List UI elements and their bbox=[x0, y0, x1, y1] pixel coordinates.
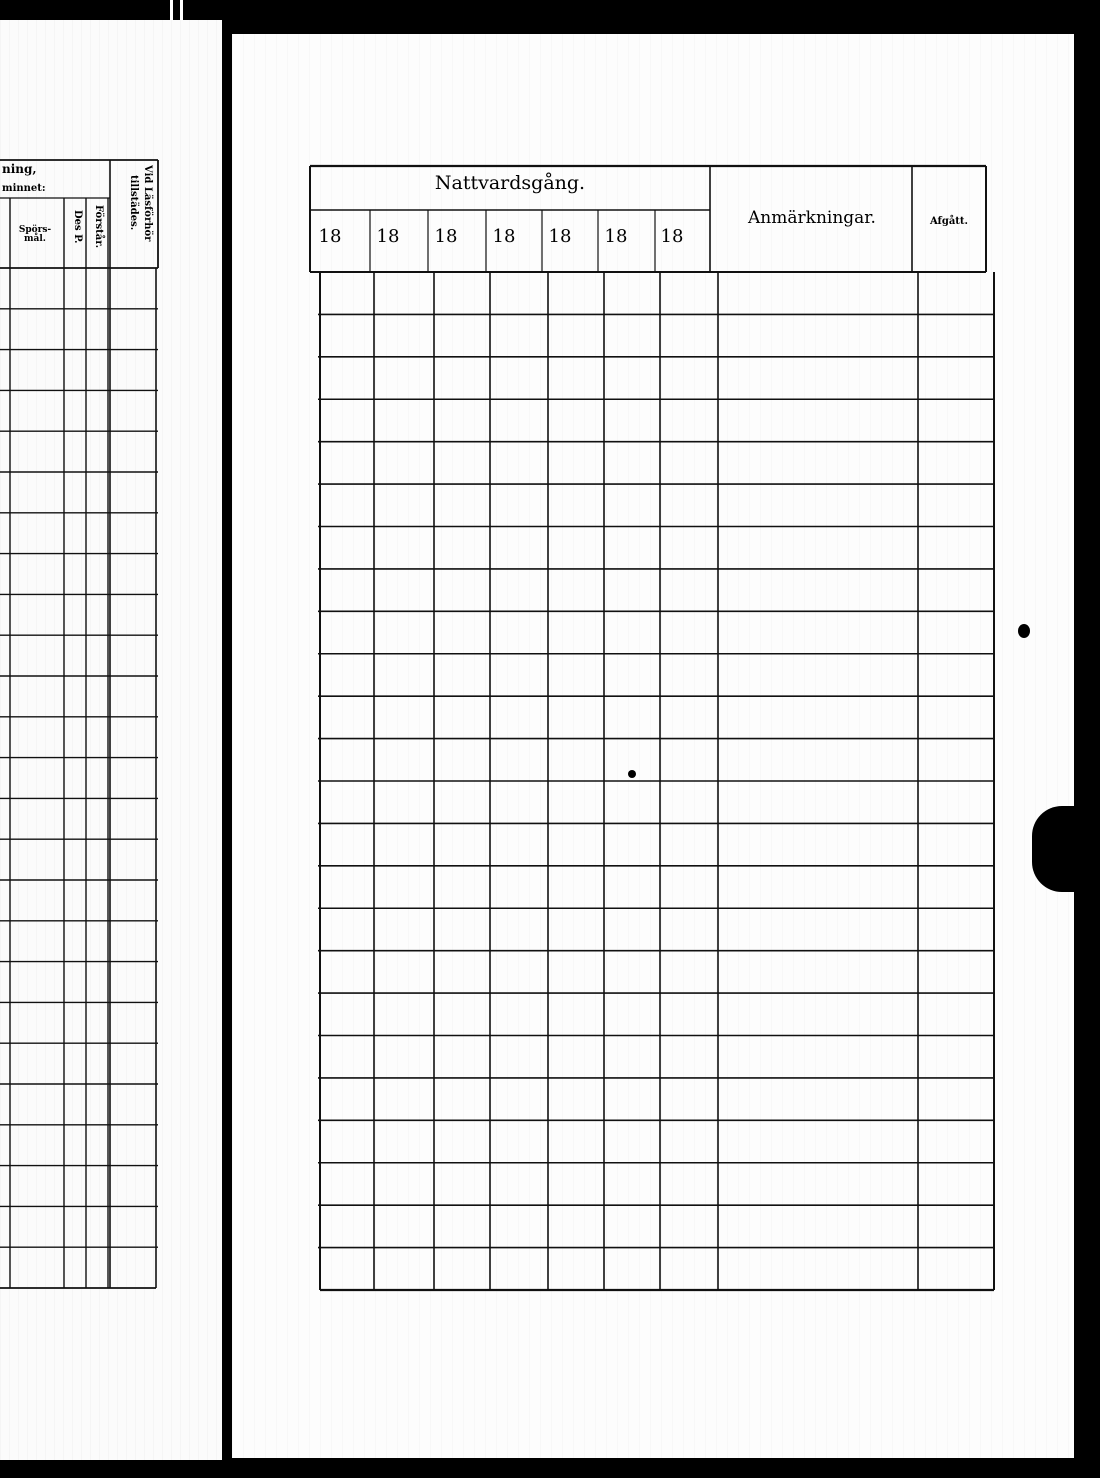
year-prefix: 18 bbox=[376, 226, 400, 247]
year-prefix: 18 bbox=[660, 226, 684, 247]
vertical-note: Vid Läsförhör bbox=[142, 165, 153, 242]
year-prefix: 18 bbox=[434, 226, 458, 247]
year-prefix: 18 bbox=[604, 226, 628, 247]
left-header-fragment: minnet: bbox=[2, 183, 46, 194]
departed-header: Afgått. bbox=[929, 216, 969, 227]
communion-header: Nattvardsgång. bbox=[434, 172, 586, 194]
year-prefix: 18 bbox=[548, 226, 572, 247]
year-prefix: 18 bbox=[318, 226, 342, 247]
year-prefix: 18 bbox=[492, 226, 516, 247]
questions-header: Spörs-mål. bbox=[18, 225, 52, 245]
doc-p-header: Des P. bbox=[72, 210, 83, 244]
vertical-note: tillstädes. bbox=[128, 175, 139, 231]
left-header-fragment: ning, bbox=[2, 162, 37, 176]
remarks-header: Anmärkningar. bbox=[748, 208, 876, 228]
understanding-header: Förstår. bbox=[93, 205, 104, 249]
